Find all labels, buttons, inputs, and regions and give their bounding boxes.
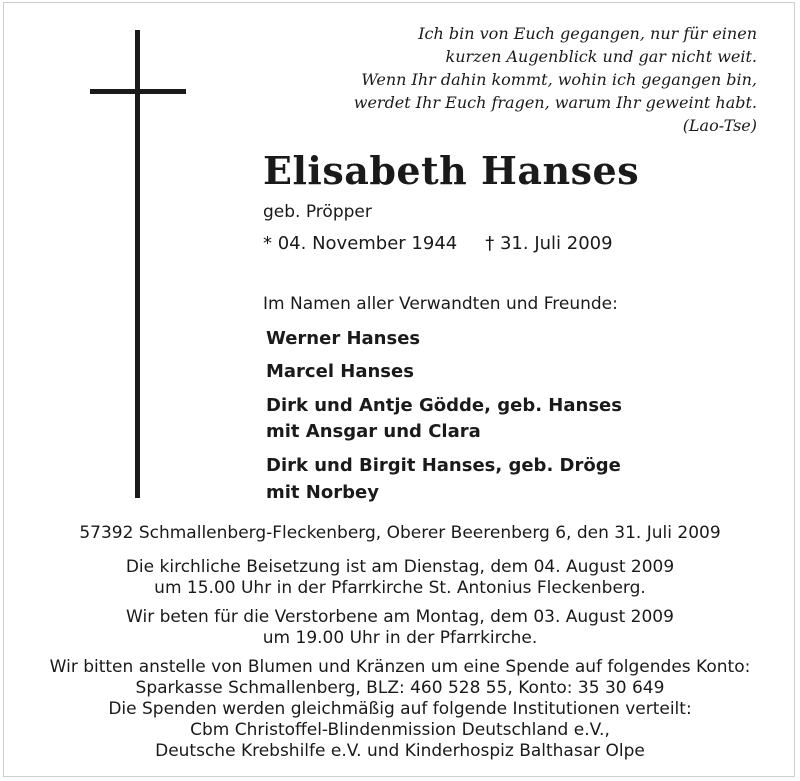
donation-line: Deutsche Krebshilfe e.V. und Kinderhospiz Balthasar Olpe (155, 741, 645, 761)
quote-line: Ich bin von Euch gegangen, nur für einen (418, 24, 757, 43)
donation-line: Wir bitten anstelle von Blumen und Kränzen um eine Spende auf folgendes Konto: (49, 657, 751, 677)
donation-info (0, 657, 800, 762)
quote-line: werdet Ihr Euch fragen, warum Ihr geweint habt. (353, 93, 757, 112)
death-date: † 31. Juli 2009 (485, 233, 613, 254)
life-dates (263, 232, 613, 256)
mourner-entry-detail: mit Norbey (266, 482, 379, 503)
donation-line: Sparkasse Schmallenberg, BLZ: 460 528 55, Konto: 35 30 649 (135, 678, 665, 698)
deceased-name: Elisabeth Hanses (263, 148, 640, 193)
mourner-entry-detail: mit Ansgar und Clara (266, 421, 481, 442)
funeral-info (0, 557, 800, 599)
mourner-entry: Marcel Hanses (266, 361, 414, 382)
quote-author: (Lao-Tse) (682, 116, 757, 135)
quote-line: kurzen Augenblick und gar nicht weit. (445, 47, 757, 66)
mourners-intro: Im Namen aller Verwandten und Freunde: (263, 294, 618, 314)
mourner-entry: Werner Hanses (266, 328, 421, 349)
funeral-line: um 15.00 Uhr in der Pfarrkirche St. Antonius Fleckenberg. (154, 578, 646, 598)
birth-date: * 04. November 1944 (263, 233, 458, 254)
donation-line: Die Spenden werden gleichmäßig auf folgende Institutionen verteilt: (108, 699, 692, 719)
quote-line: Wenn Ihr dahin kommt, wohin ich gegangen bin, (361, 70, 757, 89)
prayer-line: Wir beten für die Verstorbene am Montag, dem 03. August 2009 (126, 607, 674, 627)
prayer-info (0, 607, 800, 649)
donation-line: Cbm Christoffel-Blindenmission Deutschland e.V., (190, 720, 610, 740)
cross-icon (135, 30, 140, 498)
mourner-entry: Dirk und Antje Gödde, geb. Hanses (266, 395, 622, 416)
quote (287, 22, 757, 137)
address-text: 57392 Schmallenberg-Fleckenberg, Oberer Beerenberg 6, den 31. Juli 2009 (79, 523, 721, 543)
birth-name: geb. Pröpper (263, 202, 372, 222)
address-line (0, 523, 800, 544)
cross-icon-bar (90, 89, 186, 94)
funeral-line: Die kirchliche Beisetzung ist am Dienstag, dem 04. August 2009 (125, 557, 675, 577)
mourner-entry: Dirk und Birgit Hanses, geb. Dröge (266, 455, 621, 476)
prayer-line: um 19.00 Uhr in der Pfarrkirche. (262, 628, 538, 648)
